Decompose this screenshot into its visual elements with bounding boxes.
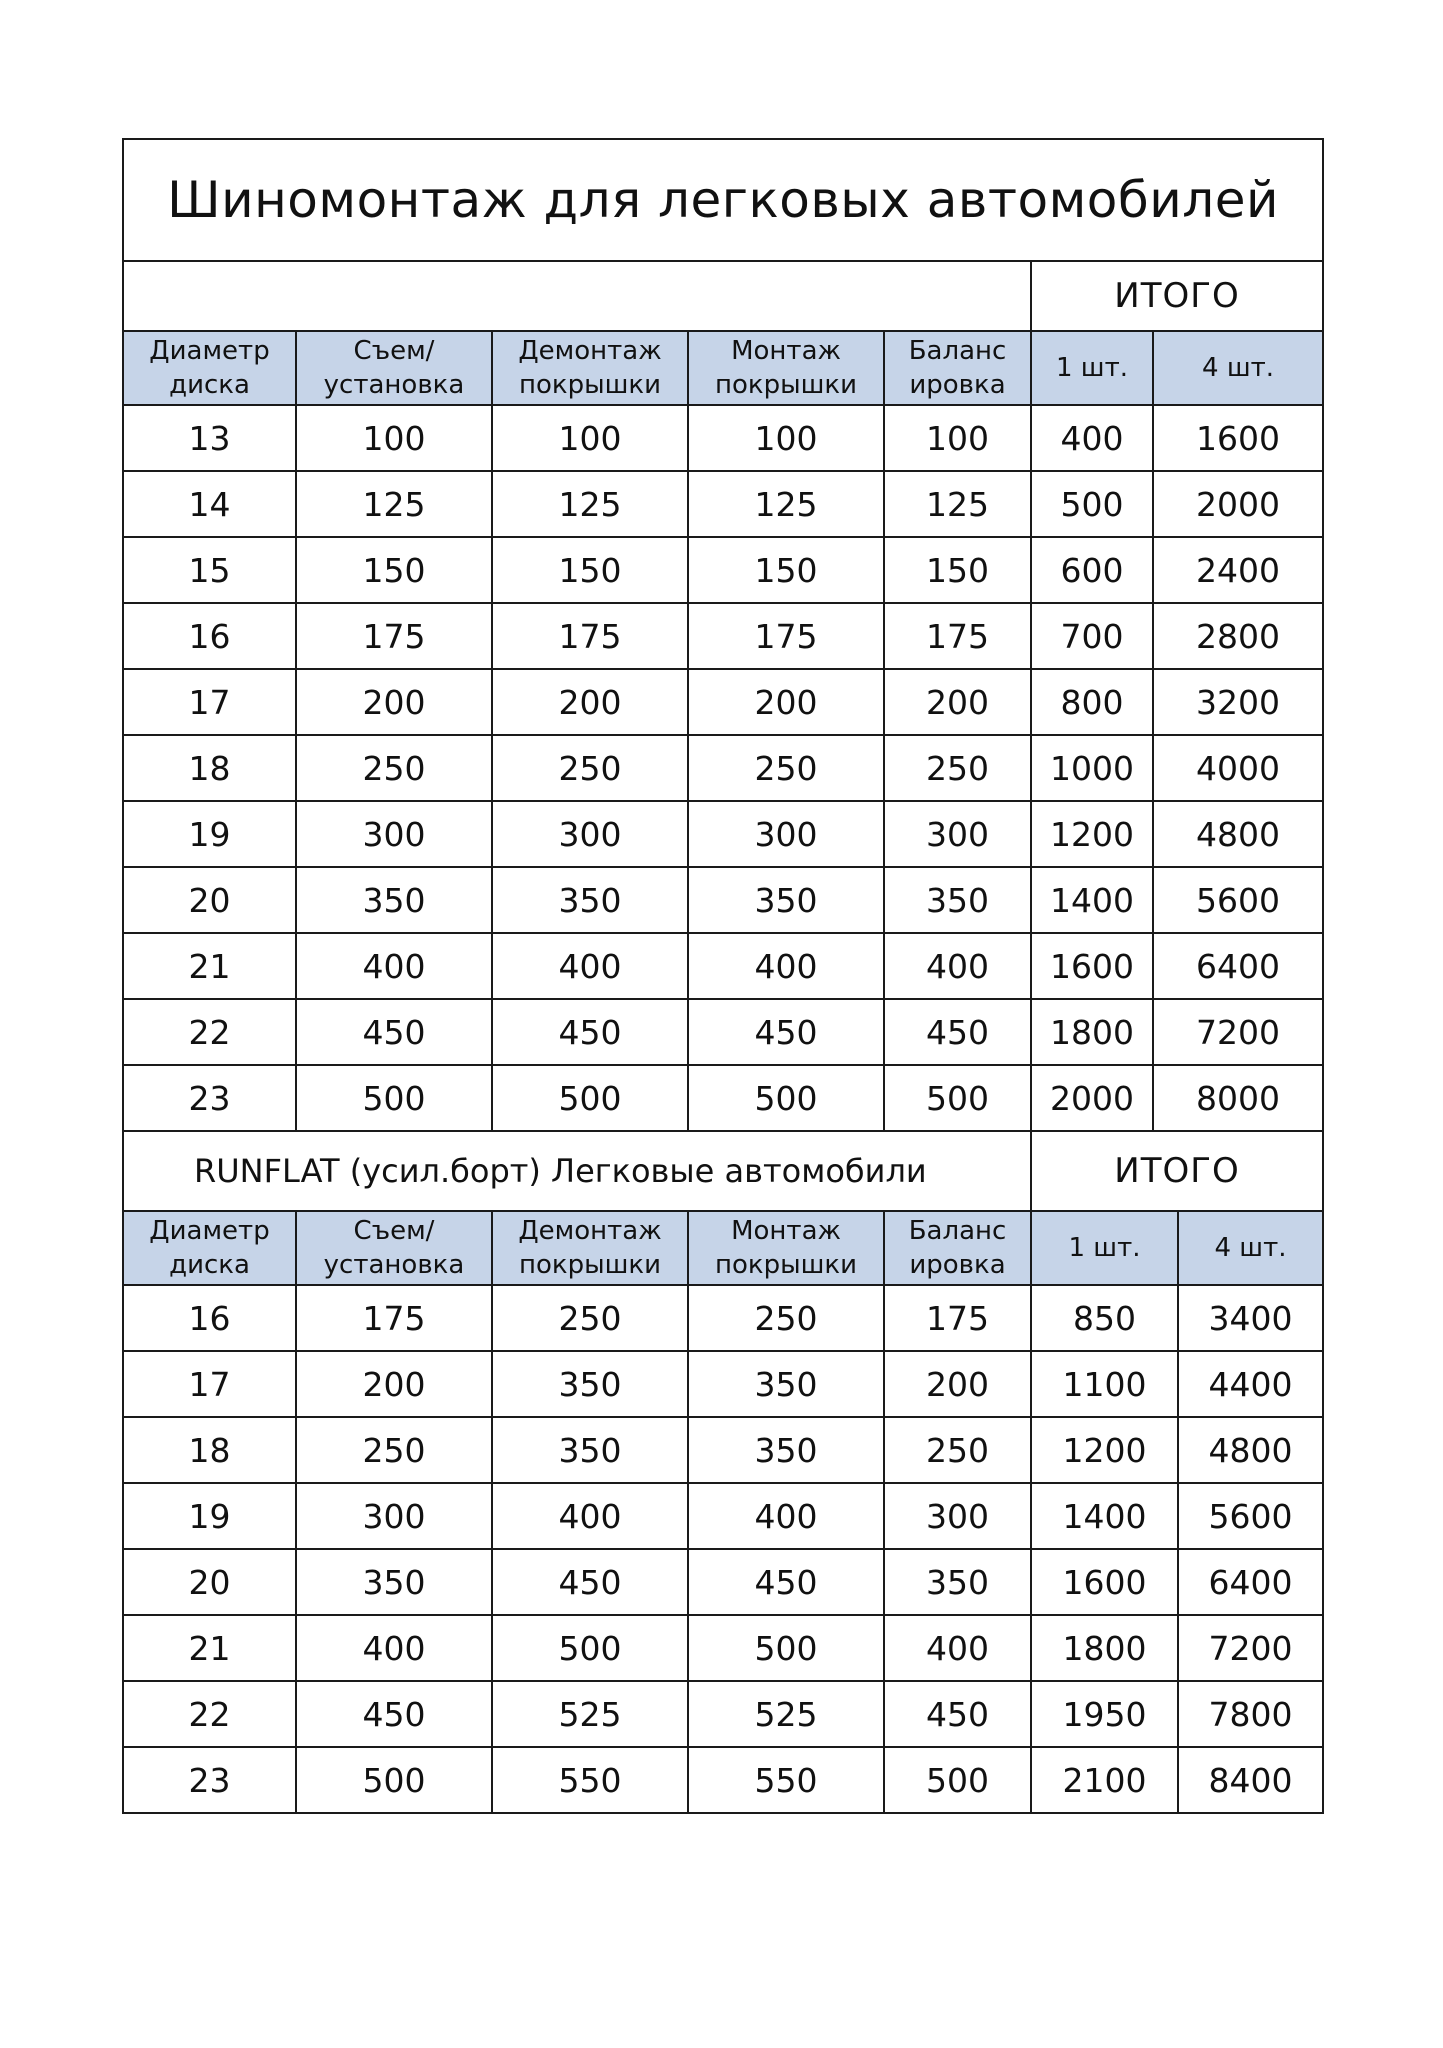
cell-total-one: 1000 (1031, 735, 1153, 801)
table-row (123, 867, 1323, 933)
table-row (123, 1065, 1323, 1131)
cell-dismount: 100 (492, 405, 688, 471)
header-diameter: Диаметр диска (123, 331, 296, 405)
cell-diameter: 21 (123, 933, 296, 999)
cell-remove-install: 400 (296, 933, 492, 999)
cell-dismount: 250 (492, 735, 688, 801)
runflat-cell-diameter: 22 (123, 1681, 296, 1747)
runflat-cell-mount: 450 (688, 1549, 884, 1615)
cell-mount: 175 (688, 603, 884, 669)
cell-diameter: 15 (123, 537, 296, 603)
runflat-cell-remove-install: 350 (296, 1549, 492, 1615)
cell-mount: 500 (688, 1065, 884, 1131)
cell-total-four: 4000 (1153, 735, 1323, 801)
cell-total-one: 1600 (1031, 933, 1153, 999)
runflat-cell-dismount: 250 (492, 1285, 688, 1351)
runflat-header-dismount: Демонтаж покрышки (492, 1211, 688, 1285)
runflat-cell-total-one: 2100 (1031, 1747, 1178, 1813)
table-row (123, 801, 1323, 867)
runflat-table-row (123, 1483, 1323, 1549)
runflat-table-row (123, 1285, 1323, 1351)
cell-remove-install: 200 (296, 669, 492, 735)
runflat-cell-remove-install: 200 (296, 1351, 492, 1417)
cell-remove-install: 100 (296, 405, 492, 471)
cell-remove-install: 500 (296, 1065, 492, 1131)
runflat-cell-mount: 400 (688, 1483, 884, 1549)
runflat-cell-total-one: 1400 (1031, 1483, 1178, 1549)
runflat-cell-total-one: 1800 (1031, 1615, 1178, 1681)
cell-balance: 250 (884, 735, 1031, 801)
runflat-cell-total-four: 6400 (1178, 1549, 1323, 1615)
runflat-cell-diameter: 16 (123, 1285, 296, 1351)
cell-total-four: 2800 (1153, 603, 1323, 669)
cell-remove-install: 350 (296, 867, 492, 933)
cell-dismount: 350 (492, 867, 688, 933)
cell-total-four: 6400 (1153, 933, 1323, 999)
runflat-cell-balance: 400 (884, 1615, 1031, 1681)
passenger-price-table (122, 138, 1324, 1132)
cell-balance: 500 (884, 1065, 1031, 1131)
runflat-cell-dismount: 550 (492, 1747, 688, 1813)
runflat-total-header: ИТОГО (1031, 1132, 1323, 1211)
header-remove-install: Съем/ установка (296, 331, 492, 405)
cell-dismount: 150 (492, 537, 688, 603)
runflat-cell-balance: 300 (884, 1483, 1031, 1549)
cell-mount: 450 (688, 999, 884, 1065)
runflat-cell-balance: 450 (884, 1681, 1031, 1747)
runflat-cell-total-one: 1600 (1031, 1549, 1178, 1615)
runflat-table-body (123, 1132, 1323, 1813)
runflat-cell-mount: 350 (688, 1417, 884, 1483)
runflat-cell-total-four: 7800 (1178, 1681, 1323, 1747)
runflat-cell-dismount: 400 (492, 1483, 688, 1549)
cell-diameter: 23 (123, 1065, 296, 1131)
runflat-price-table (122, 1132, 1324, 1814)
runflat-cell-remove-install: 250 (296, 1417, 492, 1483)
runflat-cell-mount: 250 (688, 1285, 884, 1351)
cell-total-four: 4800 (1153, 801, 1323, 867)
runflat-cell-balance: 175 (884, 1285, 1031, 1351)
table-row (123, 405, 1323, 471)
cell-diameter: 18 (123, 735, 296, 801)
runflat-cell-total-four: 8400 (1178, 1747, 1323, 1813)
runflat-cell-remove-install: 500 (296, 1747, 492, 1813)
cell-remove-install: 175 (296, 603, 492, 669)
runflat-cell-remove-install: 400 (296, 1615, 492, 1681)
cell-total-four: 2000 (1153, 471, 1323, 537)
cell-total-one: 1400 (1031, 867, 1153, 933)
cell-total-one: 600 (1031, 537, 1153, 603)
cell-balance: 350 (884, 867, 1031, 933)
cell-total-four: 1600 (1153, 405, 1323, 471)
cell-diameter: 16 (123, 603, 296, 669)
cell-balance: 150 (884, 537, 1031, 603)
cell-remove-install: 450 (296, 999, 492, 1065)
table-row (123, 669, 1323, 735)
runflat-cell-diameter: 20 (123, 1549, 296, 1615)
runflat-header-one-piece: 1 шт. (1031, 1211, 1178, 1285)
cell-total-one: 1200 (1031, 801, 1153, 867)
cell-total-one: 700 (1031, 603, 1153, 669)
runflat-table-row (123, 1681, 1323, 1747)
table-row (123, 933, 1323, 999)
cell-balance: 450 (884, 999, 1031, 1065)
runflat-cell-dismount: 500 (492, 1615, 688, 1681)
runflat-table-row (123, 1417, 1323, 1483)
runflat-cell-total-four: 4400 (1178, 1351, 1323, 1417)
runflat-cell-diameter: 21 (123, 1615, 296, 1681)
table-row (123, 999, 1323, 1065)
runflat-cell-diameter: 17 (123, 1351, 296, 1417)
cell-remove-install: 125 (296, 471, 492, 537)
cell-balance: 300 (884, 801, 1031, 867)
cell-balance: 125 (884, 471, 1031, 537)
header-dismount: Демонтаж покрышки (492, 331, 688, 405)
runflat-cell-total-four: 4800 (1178, 1417, 1323, 1483)
runflat-cell-total-four: 5600 (1178, 1483, 1323, 1549)
cell-diameter: 17 (123, 669, 296, 735)
cell-total-one: 2000 (1031, 1065, 1153, 1131)
table-row (123, 735, 1323, 801)
runflat-header-mount: Монтаж покрышки (688, 1211, 884, 1285)
cell-mount: 250 (688, 735, 884, 801)
cell-diameter: 14 (123, 471, 296, 537)
cell-dismount: 500 (492, 1065, 688, 1131)
table-row (123, 537, 1323, 603)
total-header: ИТОГО (1031, 261, 1323, 331)
runflat-header-balance: Баланс ировка (884, 1211, 1031, 1285)
cell-total-four: 2400 (1153, 537, 1323, 603)
price-sheet (122, 138, 1322, 1814)
header-balance: Баланс ировка (884, 331, 1031, 405)
cell-dismount: 450 (492, 999, 688, 1065)
cell-dismount: 400 (492, 933, 688, 999)
runflat-table-row (123, 1615, 1323, 1681)
runflat-cell-mount: 525 (688, 1681, 884, 1747)
passenger-table-body (123, 139, 1323, 1131)
cell-total-one: 800 (1031, 669, 1153, 735)
runflat-section-title: RUNFLAT (усил.борт) Легковые автомобили (123, 1132, 1031, 1211)
cell-mount: 400 (688, 933, 884, 999)
runflat-table-row (123, 1351, 1323, 1417)
runflat-table-row (123, 1549, 1323, 1615)
runflat-cell-diameter: 19 (123, 1483, 296, 1549)
runflat-cell-balance: 250 (884, 1417, 1031, 1483)
runflat-cell-remove-install: 175 (296, 1285, 492, 1351)
runflat-cell-mount: 350 (688, 1351, 884, 1417)
cell-balance: 100 (884, 405, 1031, 471)
runflat-cell-total-one: 1100 (1031, 1351, 1178, 1417)
table-row (123, 471, 1323, 537)
runflat-cell-total-one: 1200 (1031, 1417, 1178, 1483)
cell-total-four: 3200 (1153, 669, 1323, 735)
runflat-cell-balance: 500 (884, 1747, 1031, 1813)
runflat-cell-mount: 500 (688, 1615, 884, 1681)
runflat-header-remove-install: Съем/ установка (296, 1211, 492, 1285)
cell-balance: 400 (884, 933, 1031, 999)
cell-diameter: 22 (123, 999, 296, 1065)
cell-mount: 125 (688, 471, 884, 537)
runflat-table-row (123, 1747, 1323, 1813)
runflat-cell-remove-install: 300 (296, 1483, 492, 1549)
cell-mount: 300 (688, 801, 884, 867)
runflat-cell-total-one: 1950 (1031, 1681, 1178, 1747)
runflat-column-header-row (123, 1211, 1323, 1285)
column-header-row (123, 331, 1323, 405)
cell-remove-install: 150 (296, 537, 492, 603)
cell-balance: 175 (884, 603, 1031, 669)
cell-dismount: 200 (492, 669, 688, 735)
cell-diameter: 13 (123, 405, 296, 471)
table-row (123, 603, 1323, 669)
cell-total-one: 500 (1031, 471, 1153, 537)
header-one-piece: 1 шт. (1031, 331, 1153, 405)
runflat-cell-balance: 200 (884, 1351, 1031, 1417)
cell-mount: 100 (688, 405, 884, 471)
runflat-cell-total-four: 3400 (1178, 1285, 1323, 1351)
cell-remove-install: 300 (296, 801, 492, 867)
cell-dismount: 300 (492, 801, 688, 867)
runflat-cell-dismount: 350 (492, 1417, 688, 1483)
cell-total-one: 1800 (1031, 999, 1153, 1065)
runflat-header-diameter: Диаметр диска (123, 1211, 296, 1285)
runflat-cell-total-four: 7200 (1178, 1615, 1323, 1681)
cell-mount: 350 (688, 867, 884, 933)
cell-total-four: 8000 (1153, 1065, 1323, 1131)
cell-total-four: 5600 (1153, 867, 1323, 933)
cell-diameter: 20 (123, 867, 296, 933)
runflat-cell-total-one: 850 (1031, 1285, 1178, 1351)
runflat-cell-balance: 350 (884, 1549, 1031, 1615)
runflat-cell-diameter: 18 (123, 1417, 296, 1483)
runflat-cell-dismount: 525 (492, 1681, 688, 1747)
runflat-cell-diameter: 23 (123, 1747, 296, 1813)
runflat-cell-dismount: 350 (492, 1351, 688, 1417)
cell-diameter: 19 (123, 801, 296, 867)
runflat-cell-dismount: 450 (492, 1549, 688, 1615)
cell-total-four: 7200 (1153, 999, 1323, 1065)
cell-mount: 200 (688, 669, 884, 735)
page-title: Шиномонтаж для легковых автомобилей (123, 139, 1323, 261)
runflat-header-four-pieces: 4 шт. (1178, 1211, 1323, 1285)
header-four-pieces: 4 шт. (1153, 331, 1323, 405)
blank-header-cell (123, 261, 1031, 331)
cell-balance: 200 (884, 669, 1031, 735)
cell-remove-install: 250 (296, 735, 492, 801)
runflat-cell-remove-install: 450 (296, 1681, 492, 1747)
cell-dismount: 125 (492, 471, 688, 537)
cell-total-one: 400 (1031, 405, 1153, 471)
runflat-cell-mount: 550 (688, 1747, 884, 1813)
cell-dismount: 175 (492, 603, 688, 669)
cell-mount: 150 (688, 537, 884, 603)
header-mount: Монтаж покрышки (688, 331, 884, 405)
